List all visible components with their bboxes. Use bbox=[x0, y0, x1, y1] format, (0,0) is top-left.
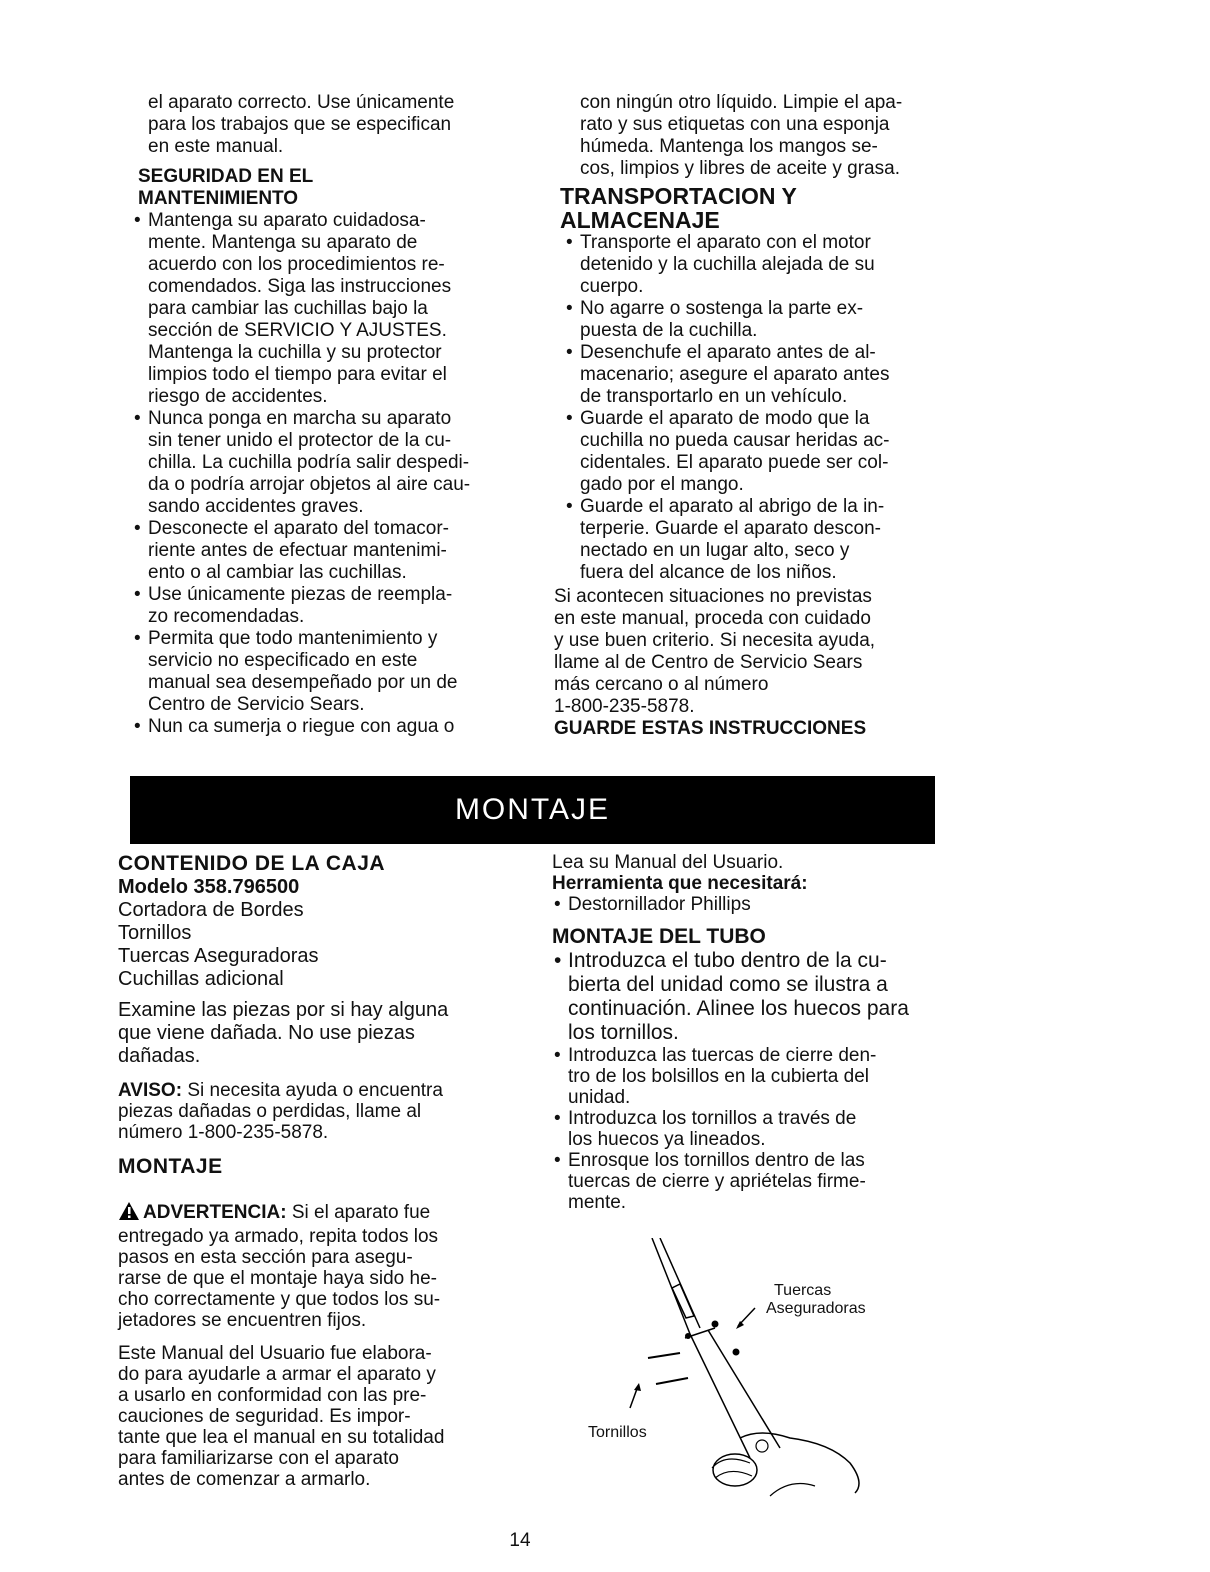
warning-label: ADVERTENCIA: bbox=[143, 1202, 287, 1223]
closing-paragraph: Si acontecen situaciones no previstas en este manual, proceda con cuidado y use buen criterio. Si necesita ayuda, llame al de Centro de Servicio Sears más cercano o al número 1-800-235-5878. bbox=[554, 586, 876, 717]
list-item: • Guarde el aparato al abrigo de la in- terperie. Guarde el aparato descon- nectado en un lugar alto, seco y fuera del alcance de los niños. bbox=[564, 496, 980, 584]
list-item: • Enrosque los tornillos dentro de las tuercas de cierre y apriételas firme- mente. bbox=[552, 1150, 972, 1213]
maintenance-heading: SEGURIDAD EN EL MANTENIMIENTO bbox=[138, 166, 314, 209]
tube-list bbox=[552, 949, 972, 1213]
tube-assembly-heading: MONTAJE DEL TUBO bbox=[552, 925, 766, 948]
box-item: Tuercas Aseguradoras bbox=[118, 945, 319, 967]
right-top-column bbox=[554, 92, 980, 740]
left-bottom-column bbox=[118, 852, 528, 1490]
assembly-heading: MONTAJE bbox=[118, 1155, 223, 1178]
box-item: Cortadora de Bordes bbox=[118, 899, 304, 921]
screws-label: Tornillos bbox=[588, 1424, 647, 1441]
list-item: • Nunca ponga en marcha su aparato sin tener unido el protector de la cu- chilla. La cuchilla podría salir despedi- da o podría arrojar objetos al aire cau- sando accidentes graves. bbox=[132, 408, 528, 518]
transport-list bbox=[564, 232, 980, 584]
notice-label: AVISO: bbox=[118, 1080, 183, 1101]
read-manual: Lea su Manual del Usuario. bbox=[552, 852, 784, 873]
manual-paragraph: Este Manual del Usuario fue elabora- do para ayudarle a armar el aparato y a usarlo en conformidad con las pre- cauciones de seguridad. Es impor- tante que lea el manual en su totalidad para familiarizarse con el aparato antes de comenzar a armarlo. bbox=[118, 1343, 445, 1490]
right-bottom-column bbox=[552, 852, 972, 1213]
intro-line: en este manual. bbox=[148, 136, 284, 157]
intro-line: cos, limpios y libres de aceite y grasa. bbox=[580, 158, 900, 179]
examine-paragraph: Examine las piezas por si hay alguna que viene dañada. No use piezas dañadas. bbox=[118, 999, 449, 1067]
box-item: Cuchillas adicional bbox=[118, 968, 284, 990]
page-number: 14 bbox=[509, 1530, 531, 1551]
tools-list bbox=[552, 894, 972, 915]
list-item: • Permita que todo mantenimiento y servicio no especificado en este manual sea desempeñado por un de Centro de Servicio Sears. bbox=[132, 628, 528, 716]
model-number: Modelo 358.796500 bbox=[118, 876, 300, 898]
list-item: • Introduzca el tubo dentro de la cu- bierta del unidad como se ilustra a continuación. Alinee los huecos para los tornillos. bbox=[552, 949, 972, 1045]
warning-paragraph: ADVERTENCIA: Si el aparato fue entregado ya armado, repita todos los pasos en esta sección para asegu- rarse de que el montaje haya sido he- cho correctamente y que todos los su- jetadores se encuentren fijos. bbox=[118, 1202, 441, 1331]
notice-paragraph: AVISO: Si necesita ayuda o encuentra piezas dañadas o perdidas, llame al número 1-800-235-5878. bbox=[118, 1080, 443, 1143]
list-item: • Introduzca las tuercas de cierre den- tro de los bolsillos en la cubierta del unidad. bbox=[552, 1045, 972, 1108]
list-item: • Use únicamente piezas de reempla- zo recomendadas. bbox=[132, 584, 528, 628]
intro-line: para los trabajos que se especifican bbox=[148, 114, 452, 135]
tools-heading: Herramienta que necesitará: bbox=[552, 873, 808, 894]
contents-heading: CONTENIDO DE LA CAJA bbox=[118, 852, 386, 875]
list-item: • Nun ca sumerja o riegue con agua o bbox=[132, 716, 528, 738]
maintenance-list bbox=[132, 210, 528, 738]
list-item: • No agarre o sostenga la parte ex- puesta de la cuchilla. bbox=[564, 298, 980, 342]
list-item: • Mantenga su aparato cuidadosa- mente. Mantenga su aparato de acuerdo con los procedimientos re- comendados. Siga las instrucciones para cambiar las cuchillas bajo la sección de SERVICIO Y AJUSTES. Mantenga la cuchilla y su protector limpios todo el tiempo para evitar el riesgo de accidentes. bbox=[132, 210, 528, 408]
list-item: • Destornillador Phillips bbox=[552, 894, 972, 915]
list-item: • Desconecte el aparato del tomacor- riente antes de efectuar mantenimi- ento o al cambiar las cuchillas. bbox=[132, 518, 528, 584]
intro-line: el aparato correcto. Use únicamente bbox=[148, 92, 455, 113]
list-item: • Guarde el aparato de modo que la cuchilla no pueda causar heridas ac- cidentales. El aparato puede ser col- gado por el mango. bbox=[564, 408, 980, 496]
section-banner: MONTAJE bbox=[130, 776, 935, 844]
list-item: • Transporte el aparato con el motor detenido y la cuchilla alejada de su cuerpo. bbox=[564, 232, 980, 298]
intro-line: con ningún otro líquido. Limpie el apa- bbox=[580, 92, 903, 113]
save-instructions-heading: GUARDE ESTAS INSTRUCCIONES bbox=[554, 718, 867, 739]
nuts-label: Tuercas Aseguradoras bbox=[766, 1282, 866, 1317]
warning-triangle-icon bbox=[118, 1201, 140, 1226]
tube-diagram-svg bbox=[590, 1238, 910, 1500]
tube-assembly-diagram bbox=[590, 1238, 910, 1500]
box-item: Tornillos bbox=[118, 922, 192, 944]
intro-line: rato y sus etiquetas con una esponja bbox=[580, 114, 890, 135]
intro-line: húmeda. Mantenga los mangos se- bbox=[580, 136, 878, 157]
list-item: • Desenchufe el aparato antes de al- macenario; asegure el aparato antes de transportarlo en un vehículo. bbox=[564, 342, 980, 408]
transport-heading: TRANSPORTACION Y ALMACENAJE bbox=[560, 183, 797, 233]
list-item: • Introduzca los tornillos a través de los huecos ya lineados. bbox=[552, 1108, 972, 1150]
left-top-column bbox=[138, 92, 528, 738]
